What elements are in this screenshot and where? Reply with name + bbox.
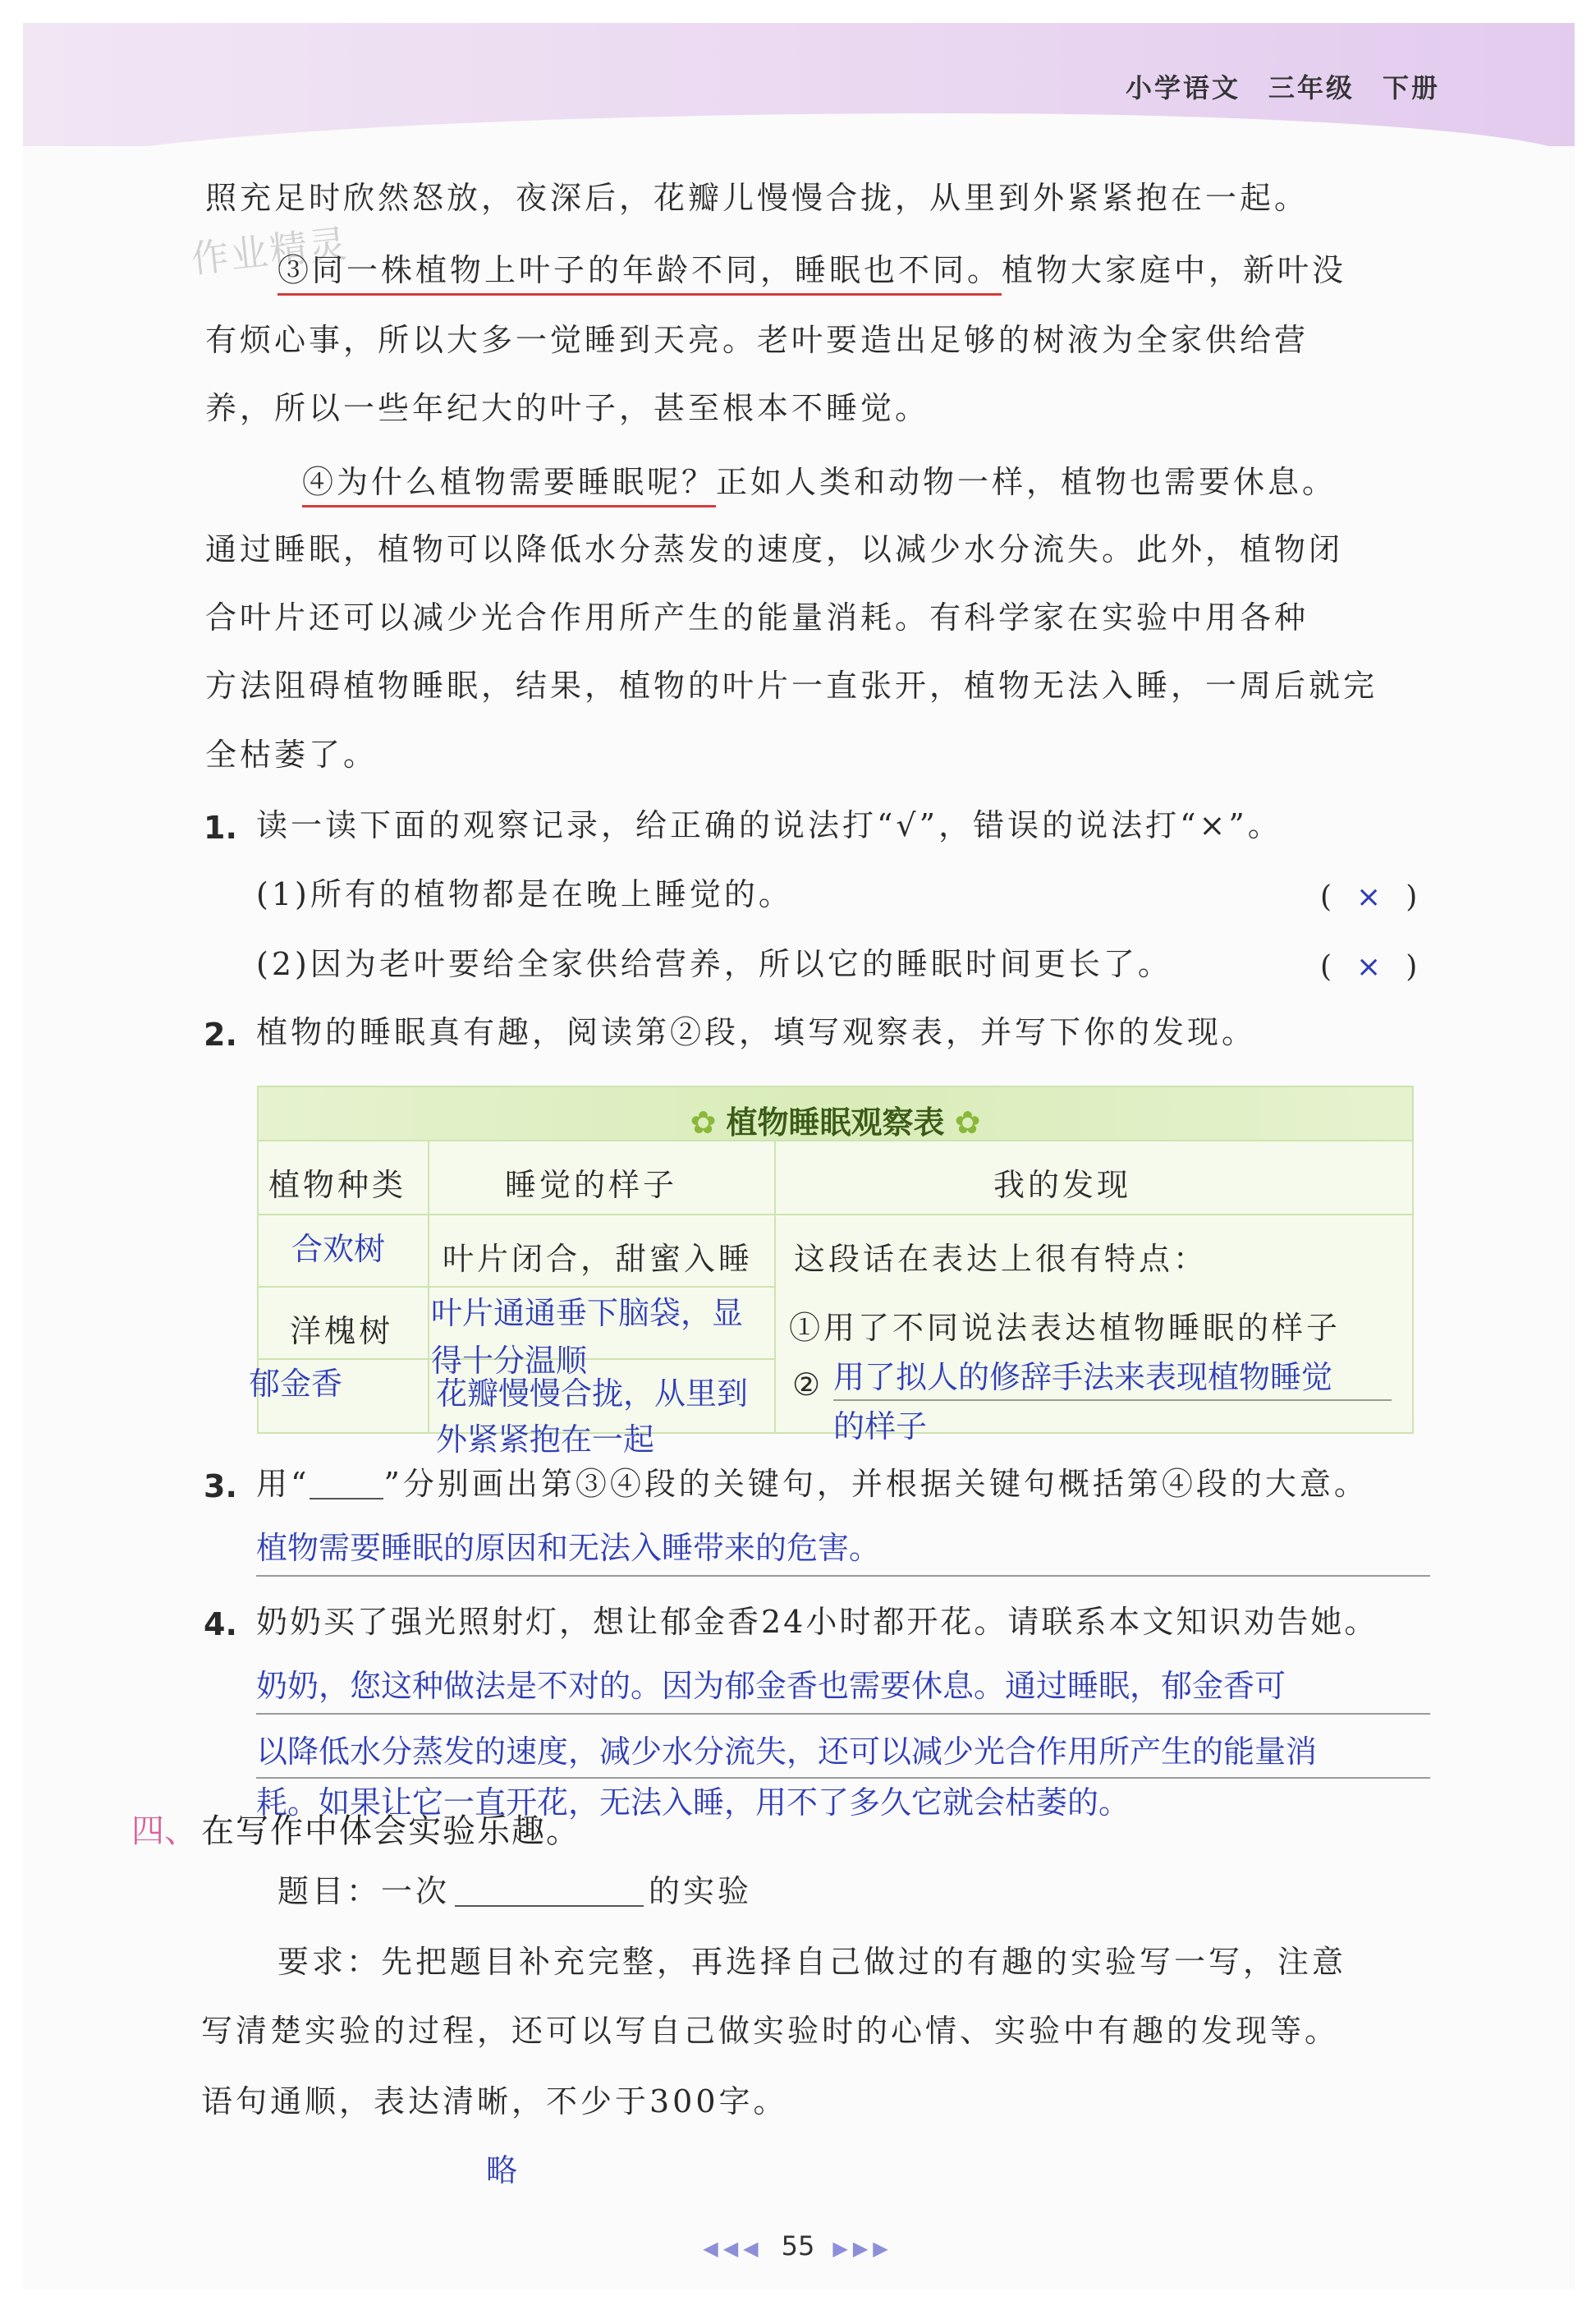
essay-answer: 略 [486,2152,518,2188]
left-arrows-icon: ◀◀◀ [703,2237,764,2260]
passage-line: 全枯萎了。 [205,737,378,773]
passage-line: 合叶片还可以减少光合作用所产生的能量消耗。有科学家在实验中用各种 [205,599,1309,636]
finding-2-number: ② [792,1366,824,1403]
answer-line [833,1399,1392,1401]
q3-answer: 植物需要睡眠的原因和无法入睡带来的危害。 [256,1530,881,1566]
question-4-text: 奶奶买了强光照射灯，想让郁金香24小时都开花。请联系本文知识劝告她。 [256,1604,1378,1640]
paren-close: ) [1406,950,1419,984]
observation-table [249,1086,1414,1458]
table-header-finding: 我的发现 [993,1167,1132,1203]
q4-answer-line3: 耗。如果让它一直开花，无法入睡，用不了多久它就会枯萎的。 [256,1784,1130,1821]
table-divider [259,1286,774,1288]
table-title [690,1097,981,1142]
header-volume: 下册 [1382,72,1440,103]
header-grade: 三年级 [1268,72,1355,103]
answer-finding-2a: 用了拟人的修辞手法来表现植物睡觉 [833,1359,1333,1395]
question-number: 1. [204,810,237,846]
question-2-text: 植物的睡眠真有趣，阅读第②段，填写观察表，并写下你的发现。 [256,1014,1257,1050]
essay-requirement-line: 写清楚实验的过程，还可以写自己做实验时的心情、实验中有趣的发现等。 [201,2013,1340,2049]
q3-text-b: ”分别画出第③④段的关键句，并根据关键句概括第④段的大意。 [383,1466,1369,1502]
topic-suffix: 的实验 [649,1873,753,1909]
table-header-plant: 植物种类 [268,1167,407,1203]
table-divider [774,1140,776,1432]
answer-finding-2b: 的样子 [833,1408,928,1444]
answer-plant-3: 郁金香 [249,1366,343,1402]
topic-blank[interactable] [455,1876,644,1907]
key-sentence-p3: ③同一株植物上叶子的年龄不同，睡眠也不同。 [277,252,1002,296]
q1-item-1-answer: × [1356,880,1383,914]
passage-line: 有烦心事，所以大多一觉睡到天亮。老叶要造出足够的树液为全家供给营 [205,322,1309,358]
question-number: 3. [204,1468,237,1504]
table-header-band [259,1087,1412,1141]
underline-sample [310,1473,383,1499]
finding-1: ①用了不同说法表达植物睡眠的样子 [789,1310,1341,1346]
question-number: 4. [204,1606,237,1642]
passage-line: 养，所以一些年纪大的叶子，甚至根本不睡觉。 [205,390,930,426]
q1-item-2-answer-box[interactable] [1320,950,1419,984]
section-number: 四、 [131,1812,197,1850]
q1-item-2-answer: × [1356,950,1383,984]
q1-item-2: (2)因为老叶要给全家供给营养，所以它的睡眠时间更长了。 [256,946,1172,982]
table-cell-style-1: 叶片闭合，甜蜜入睡 [443,1241,754,1277]
q3-text-a: 用“ [256,1466,310,1502]
watermark: 作业精灵 [189,221,351,282]
question-1-text: 读一读下面的观察记录，给正确的说法打“√”，错误的说法打“×”。 [256,807,1282,843]
q1-item-1-answer-box[interactable] [1320,880,1419,914]
leaf-ornament-icon: ✿ [944,1104,981,1141]
topic-prefix: 题目：一次 [277,1873,451,1909]
header-subject: 小学语文 [1125,72,1241,103]
answer-style-2a: 叶片通通垂下脑袋，显 [431,1295,744,1331]
section-title: 在写作中体会实验乐趣。 [201,1812,580,1850]
q4-answer-line1: 奶奶，您这种做法是不对的。因为郁金香也需要休息。通过睡眠，郁金香可 [256,1668,1286,1704]
paren-open: ( [1320,880,1334,914]
answer-plant-1: 合欢树 [291,1231,386,1267]
question-number: 2. [204,1017,237,1053]
answer-line [256,1575,1430,1577]
q4-answer-line2: 以降低水分蒸发的速度，减少水分流失，还可以减少光合作用所产生的能量消 [256,1734,1318,1770]
answer-line [256,1777,1430,1779]
table-divider [259,1214,1412,1215]
paren-open: ( [1320,950,1334,984]
passage-p4-line1 [302,466,1337,498]
passage-line: 方法阻碍植物睡眠，结果，植物的叶片一直张开，植物无法入睡，一周后就完 [205,668,1378,704]
paren-close: ) [1406,880,1419,914]
page-footer [0,2230,1596,2262]
leaf-ornament-icon: ✿ [690,1104,727,1141]
answer-style-3b: 外紧紧抱在一起 [436,1421,655,1458]
finding-intro: 这段话在表达上很有特点： [794,1241,1208,1277]
table-title-text: 植物睡眠观察表 [726,1104,945,1141]
essay-requirement-line: 要求：先把题目补充完整，再选择自己做过的有趣的实验写一写，注意 [277,1944,1347,1980]
passage-p3-line1 [277,252,1347,288]
passage-text: 正如人类和动物一样，植物也需要休息。 [716,464,1337,500]
answer-style-2b: 得十分温顺 [431,1343,588,1379]
key-sentence-p4: ④为什么植物需要睡眠呢？ [302,464,716,507]
passage-line: 通过睡眠，植物可以降低水分蒸发的速度，以减少水分流失。此外，植物闭 [205,531,1344,567]
page-header [1126,67,1440,105]
passage-text: 植物大家庭中，新叶没 [1002,252,1347,288]
q1-item-1: (1)所有的植物都是在晚上睡觉的。 [256,876,793,912]
page-number: 55 [781,2230,815,2262]
passage-line: 照充足时欣然怒放，夜深后，花瓣儿慢慢合拢，从里到外紧紧抱在一起。 [205,180,1309,216]
table-header-style: 睡觉的样子 [505,1167,678,1203]
essay-topic [277,1873,753,1909]
right-arrows-icon: ▶▶▶ [832,2237,893,2260]
table-cell-plant-2: 洋槐树 [290,1313,394,1349]
question-3-text [256,1466,1369,1502]
answer-style-3a: 花瓣慢慢合拢，从里到 [436,1375,749,1412]
essay-requirement-line: 语句通顺，表达清晰，不少于300字。 [201,2083,788,2119]
answer-line [256,1713,1430,1715]
